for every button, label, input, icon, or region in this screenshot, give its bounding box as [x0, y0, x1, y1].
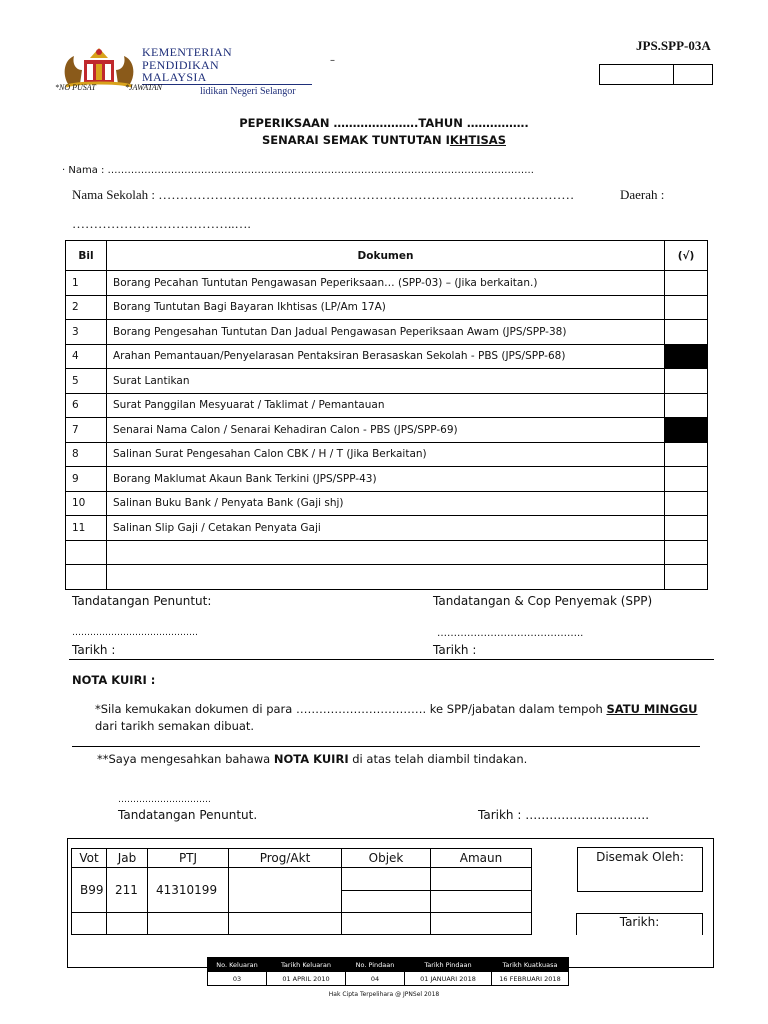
- objek-cell[interactable]: [342, 890, 431, 913]
- divider: [72, 746, 700, 747]
- rev-value: 01 APRIL 2010: [267, 972, 346, 986]
- jab-value: 211: [107, 868, 148, 913]
- copyright: Hak Cipta Terpelihara @ JPNSel 2018: [328, 991, 440, 998]
- row-document: Salinan Surat Pengesahan Calon CBK / H / T (Jika Berkaitan): [107, 442, 665, 467]
- ministry-line-1: KEMENTERIAN: [142, 45, 232, 59]
- row-checkbox[interactable]: [665, 565, 708, 590]
- amaun-cell[interactable]: [431, 913, 532, 935]
- checklist-title-text: SENARAI SEMAK TUNTUTAN I: [262, 133, 450, 147]
- row-bil: 11: [66, 516, 107, 541]
- row-document: Surat Panggilan Mesyuarat / Taklimat / Pemantauan: [107, 393, 665, 418]
- objek-cell[interactable]: [342, 913, 431, 935]
- table-row: [66, 271, 708, 296]
- claimant-signature-field-2[interactable]: ………………………….: [118, 795, 211, 805]
- table-row: [66, 491, 708, 516]
- ministry-divider: [142, 84, 312, 85]
- row-document: [107, 540, 665, 565]
- daerah-label: Daerah :: [620, 187, 665, 202]
- objek-header: Objek: [342, 849, 431, 868]
- rev-value: 04: [346, 972, 405, 986]
- row-bil: 7: [66, 418, 107, 443]
- nama-sekolah-field[interactable]: Nama Sekolah : ……………………………………………………………………………………: [72, 187, 575, 202]
- row-document: Arahan Pemantauan/Penyelarasan Pentaksiran Berasaskan Sekolah - PBS (JPS/SPP-68): [107, 344, 665, 369]
- table-row: [66, 467, 708, 492]
- row-document: Salinan Buku Bank / Penyata Bank (Gaji shj): [107, 491, 665, 516]
- vot-cell[interactable]: [72, 913, 107, 935]
- claimant-signature-label-2: Tandatangan Penuntut.: [118, 808, 258, 822]
- table-row: [66, 320, 708, 345]
- row-document: Senarai Nama Calon / Senarai Kehadiran Calon - PBS (JPS/SPP-69): [107, 418, 665, 443]
- vot-header-row: [72, 849, 532, 868]
- table-row: [66, 344, 708, 369]
- row-bil: 8: [66, 442, 107, 467]
- form-code-box-divider: [673, 64, 674, 85]
- nota-kuiri-title: NOTA KUIRI :: [72, 673, 156, 687]
- claimant-date-field-2[interactable]: Tarikh : ………………………….: [478, 808, 650, 822]
- row-document: Borang Tuntutan Bagi Bayaran Ikhtisas (LP/Am 17A): [107, 295, 665, 320]
- jab-header: Jab: [107, 849, 148, 868]
- jawatan-label: *JAWATAN: [125, 83, 162, 92]
- vot-empty-row: [72, 913, 532, 935]
- nota-line-2: [97, 752, 527, 766]
- row-document: Borang Maklumat Akaun Bank Terkini (JPS/SPP-43): [107, 467, 665, 492]
- row-document: Surat Lantikan: [107, 369, 665, 394]
- row-checkbox: [665, 344, 708, 369]
- row-bil: 1: [66, 271, 107, 296]
- disemak-oleh-box[interactable]: Disemak Oleh:: [577, 847, 703, 892]
- ministry-line-3: MALAYSIA: [142, 70, 207, 84]
- vot-data-row: [72, 868, 532, 891]
- table-row: [66, 540, 708, 565]
- no-pusat-label: *NO PUSAT: [55, 83, 96, 92]
- daerah-field[interactable]: ………………………………..….: [72, 216, 251, 231]
- vot-table: [71, 848, 532, 935]
- form-code: JPS.SPP-03A: [636, 38, 711, 53]
- row-document: [107, 565, 665, 590]
- row-bil: 2: [66, 295, 107, 320]
- rev-header: No. Keluaran: [208, 958, 267, 972]
- checker-date-label: Tarikh :: [433, 643, 477, 657]
- checklist-title-underlined: KHTISAS: [449, 133, 506, 147]
- revision-table: [207, 957, 569, 986]
- ministry-line-2: PENDIDIKAN: [142, 57, 219, 72]
- nota-line-1b: dari tarikh semakan dibuat.: [95, 719, 255, 733]
- rev-value: 03: [208, 972, 267, 986]
- row-document: Salinan Slip Gaji / Cetakan Penyata Gaji: [107, 516, 665, 541]
- row-bil: 9: [66, 467, 107, 492]
- revision-header-row: [208, 958, 569, 972]
- checker-signature-field[interactable]: ……………………………………..: [437, 628, 584, 639]
- ptj-value: 41310199: [148, 868, 229, 913]
- row-checkbox[interactable]: [665, 271, 708, 296]
- row-bil: 4: [66, 344, 107, 369]
- amaun-header: Amaun: [431, 849, 532, 868]
- nota-line-1: [95, 702, 697, 716]
- document-checklist-table: [65, 240, 708, 590]
- ptj-header: PTJ: [148, 849, 229, 868]
- rev-value: 16 FEBRUARI 2018: [492, 972, 569, 986]
- jab-cell[interactable]: [107, 913, 148, 935]
- row-checkbox[interactable]: [665, 540, 708, 565]
- form-code-box: [599, 64, 713, 85]
- checklist-title: [0, 133, 768, 147]
- divider: [69, 659, 714, 660]
- prog-akt-cell[interactable]: [229, 913, 342, 935]
- ministry-name: [142, 46, 232, 84]
- table-row: [66, 442, 708, 467]
- tarikh-box[interactable]: Tarikh:: [576, 913, 703, 935]
- objek-cell[interactable]: [342, 868, 431, 891]
- vot-value: B99: [72, 868, 107, 913]
- rev-header: No. Pindaan: [346, 958, 405, 972]
- row-document: Borang Pengesahan Tuntutan Dan Jadual Pengawasan Peperiksaan Awam (JPS/SPP-38): [107, 320, 665, 345]
- row-document: Borang Pecahan Tuntutan Pengawasan Peperiksaan… (SPP-03) – (Jika berkaitan.): [107, 271, 665, 296]
- checker-signature-label: Tandatangan & Cop Penyemak (SPP): [433, 594, 653, 608]
- rev-header: Tarikh Keluaran: [267, 958, 346, 972]
- nota-kuiri-bold: NOTA KUIRI: [273, 752, 349, 766]
- exam-title: PEPERIKSAAN ………………….TAHUN …………….: [239, 116, 529, 130]
- row-bil: [66, 565, 107, 590]
- row-checkbox[interactable]: [665, 491, 708, 516]
- amaun-cell[interactable]: [431, 868, 532, 891]
- nota-line-2-end: di atas telah diambil tindakan.: [348, 752, 528, 766]
- rev-value: 01 JANUARI 2018: [405, 972, 492, 986]
- nama-field[interactable]: · Nama : ………………………………………………………………………………………………………………..: [62, 165, 534, 176]
- row-bil: 6: [66, 393, 107, 418]
- vot-header: Vot: [72, 849, 107, 868]
- row-bil: 3: [66, 320, 107, 345]
- rev-header: Tarikh Kuatkuasa: [492, 958, 569, 972]
- row-checkbox[interactable]: [665, 467, 708, 492]
- header-dokumen: Dokumen: [107, 241, 665, 271]
- claimant-signature-label: Tandatangan Penuntut:: [72, 594, 212, 608]
- table-row: [66, 369, 708, 394]
- table-row: [66, 516, 708, 541]
- row-bil: 5: [66, 369, 107, 394]
- row-checkbox[interactable]: [665, 295, 708, 320]
- ptj-cell[interactable]: [148, 913, 229, 935]
- jpn-label: lidikan Negeri Selangor: [200, 86, 296, 97]
- row-checkbox[interactable]: [665, 393, 708, 418]
- row-checkbox[interactable]: [665, 320, 708, 345]
- row-checkbox[interactable]: [665, 442, 708, 467]
- table-row: [66, 393, 708, 418]
- prog-akt-header: Prog/Akt: [229, 849, 342, 868]
- header-bil: Bil: [66, 241, 107, 271]
- claimant-date-label: Tarikh :: [72, 643, 116, 657]
- row-checkbox[interactable]: [665, 369, 708, 394]
- claimant-signature-field[interactable]: ……………………………………: [72, 628, 198, 638]
- table-row: [66, 565, 708, 590]
- header-dash: –: [330, 55, 335, 66]
- revision-value-row: [208, 972, 569, 986]
- prog-akt-cell[interactable]: [229, 868, 342, 913]
- table-row: [66, 295, 708, 320]
- nota-satu-minggu: SATU MINGGU: [606, 702, 698, 716]
- row-checkbox[interactable]: [665, 516, 708, 541]
- row-bil: 10: [66, 491, 107, 516]
- table-header-row: [66, 241, 708, 271]
- amaun-cell[interactable]: [431, 890, 532, 913]
- nota-line-1-text: *Sila kemukakan dokumen di para ……………………………. ke SPP/jabatan dalam tempoh: [95, 702, 607, 716]
- rev-header: Tarikh Pindaan: [405, 958, 492, 972]
- nota-line-2-text: **Saya mengesahkan bahawa: [97, 752, 274, 766]
- table-row: [66, 418, 708, 443]
- row-bil: [66, 540, 107, 565]
- header-check: (√): [665, 241, 708, 271]
- row-checkbox: [665, 418, 708, 443]
